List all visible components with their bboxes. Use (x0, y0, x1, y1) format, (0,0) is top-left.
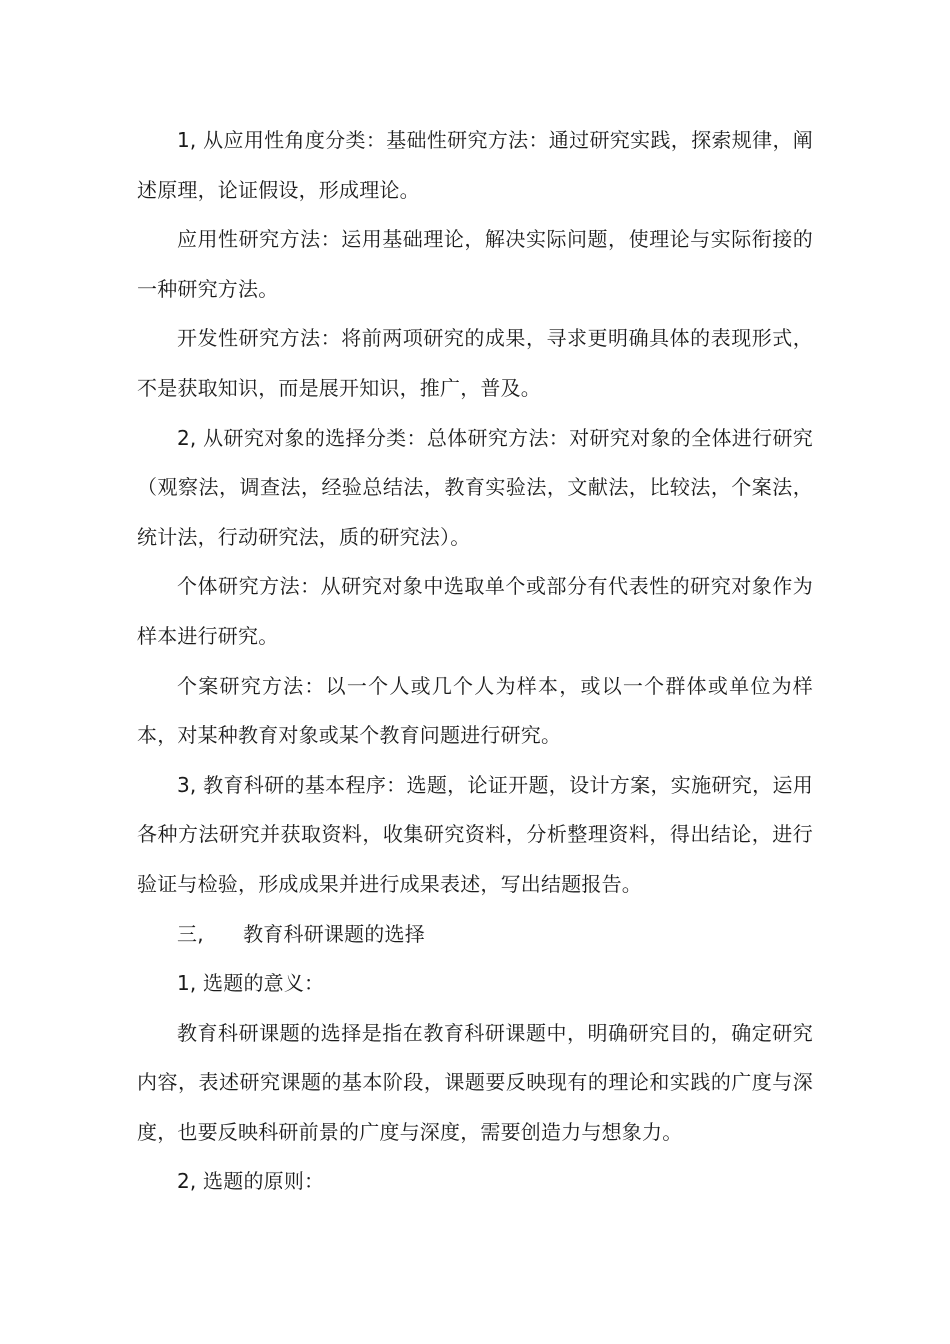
paragraph-basic-procedure: 3, 教育科研的基本程序：选题，论证开题，设计方案，实施研究，运用各种方法研究并获取资料，收集研究资料，分析整理资料，得出结论，进行验证与检验，形成成果并进行成果表述，写出结题报告。 (137, 772, 813, 896)
paragraph-case-research: 个案研究方法：以一个人或几个人为样本，或以一个群体或单位为样本，对某种教育对象或某个教育问题进行研究。 (137, 673, 813, 748)
subheading-meaning: 1, 选题的意义： (177, 971, 325, 996)
document-body (137, 116, 813, 1207)
section-heading-topic-selection: 三, 教育科研课题的选择 (177, 921, 425, 946)
paragraph-developmental-research: 开发性研究方法：将前两项研究的成果，寻求更明确具体的表现形式，不是获取知识，而是展开知识，推广，普及。 (137, 326, 813, 400)
paragraph-meaning: 教育科研课题的选择是指在教育科研课题中，明确研究目的，确定研究内容，表述研究课题的基本阶段，课题要反映现有的理论和实践的广度与深度，也要反映科研前景的广度与深度，需要创造力与想象力。 (137, 1020, 813, 1144)
paragraph-applied-research: 应用性研究方法：运用基础理论，解决实际问题，使理论与实际衔接的一种研究方法。 (137, 227, 813, 301)
subheading-principles: 2, 选题的原则： (177, 1169, 325, 1194)
paragraph-classification-applied: 1, 从应用性角度分类：基础性研究方法：通过研究实践，探索规律，阐述原理，论证假设，形成理论。 (137, 128, 813, 202)
paragraph-individual-research: 个体研究方法：从研究对象中选取单个或部分有代表性的研究对象作为样本进行研究。 (137, 574, 813, 648)
paragraph-classification-object: 2, 从研究对象的选择分类：总体研究方法：对研究对象的全体进行研究（观察法，调查法，经验总结法，教育实验法，文献法，比较法，个案法，统计法，行动研究法，质的研究法）。 (137, 425, 813, 549)
